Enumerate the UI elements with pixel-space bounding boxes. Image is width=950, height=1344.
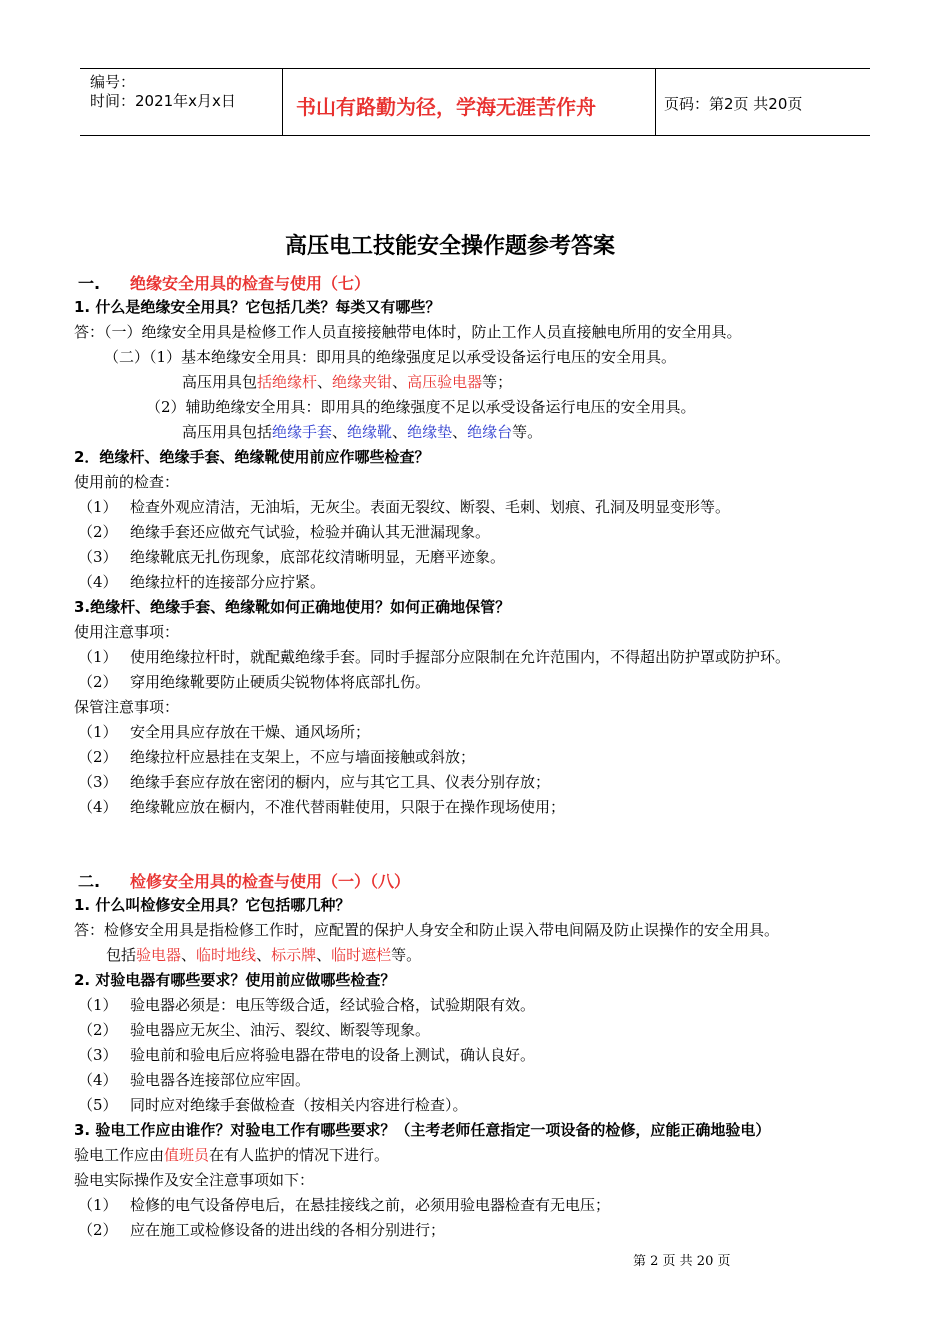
s2-who-prefix: 验电工作应由: [74, 1146, 165, 1164]
separator: 、: [452, 423, 468, 441]
list-number: （4）: [78, 1071, 118, 1089]
s2-a2-suffix: 等。: [391, 946, 422, 964]
s2-who-suffix: 在有人监护的情况下进行。: [209, 1146, 390, 1164]
s1-answer-5: [182, 421, 542, 442]
separator: 、: [316, 946, 332, 964]
section1-heading: [130, 271, 370, 294]
separator: 、: [392, 423, 408, 441]
s2-question-3: 3. 验电工作应由谁作？对验电工作有哪些要求？（主考老师任意指定一项设备的检修，应能正确地验电）: [74, 1121, 771, 1139]
list-item: 检查外观应清洁，无油垢，无灰尘。表面无裂纹、断裂、毛刺、划痕、孔洞及明显变形等。: [130, 498, 731, 516]
s1-answer-3: [182, 371, 512, 392]
tool-insulating-gloves: 绝缘手套: [272, 423, 333, 441]
s1-a5-prefix: 高压用具包括: [182, 423, 273, 441]
tool-insulating-boots: 绝缘靴: [347, 423, 393, 441]
header-divider-left: [282, 68, 283, 136]
separator: 、: [181, 946, 197, 964]
section1-number: 一.: [78, 274, 101, 293]
s2-who-line: [74, 1144, 389, 1165]
separator: 、: [317, 373, 333, 391]
s1-a3-prefix: 高压用具包: [182, 373, 258, 391]
list-item: 安全用具应存放在干燥、通风场所；: [130, 723, 371, 741]
list-item: 绝缘靴应放在橱内，不准代替雨鞋使用，只限于在操作现场使用；: [130, 798, 566, 816]
list-item: 绝缘手套应存放在密闭的橱内，应与其它工具、仪表分别存放；: [130, 773, 551, 791]
list-item: 同时应对绝缘手套做检查（按相关内容进行检查）。: [130, 1096, 468, 1114]
s1-question-2: 2．绝缘杆、绝缘手套、绝缘靴使用前应作哪些检查？: [74, 448, 430, 466]
list-number: （1）: [78, 648, 118, 666]
s1-a3-suffix: 等；: [482, 373, 513, 391]
tool-hv-tester: 高压验电器: [407, 373, 483, 391]
section2-title: 检修安全用具的检查与使用（一）: [130, 872, 371, 891]
list-number: （1）: [78, 498, 118, 516]
list-item: 使用绝缘拉杆时，就配戴绝缘手套。同时手握部分应限制在允许范围内，不得超出防护罩或防护环。: [130, 648, 791, 666]
list-number: （2）: [78, 1221, 118, 1239]
s1-answer-1: 答：（一）绝缘安全用具是检修工作人员直接接触带电体时，防止工作人员直接触电所用的安全用具。: [74, 323, 742, 341]
list-item: 验电器各连接部位应牢固。: [130, 1071, 311, 1089]
s2-answer-2: [106, 944, 421, 965]
header-top-rule: [80, 68, 870, 69]
list-item: 应在施工或检修设备的进出线的各相分别进行；: [130, 1221, 446, 1239]
list-number: （2）: [78, 748, 118, 766]
list-item: 绝缘拉杆应悬挂在支架上，不应与墙面接触或斜放；: [130, 748, 476, 766]
list-number: （2）: [78, 523, 118, 541]
header-motto: 书山有路勤为径，学海无涯苦作舟: [296, 95, 596, 119]
separator: 、: [256, 946, 272, 964]
section2-number: 二.: [78, 872, 101, 891]
list-item: 穿用绝缘靴要防止硬质尖锐物体将底部扎伤。: [130, 673, 431, 691]
section2-tag: （八）: [370, 872, 411, 891]
list-number: （1）: [78, 723, 118, 741]
header-code-label: 编号：: [90, 73, 136, 91]
page-footer: 第 2 页 共 20 页: [633, 1254, 731, 1269]
section1-title: 绝缘安全用具的检查与使用: [130, 274, 323, 293]
tool-insulating-stand: 绝缘台: [467, 423, 513, 441]
list-item: 绝缘拉杆的连接部分应拧紧。: [130, 573, 326, 591]
s1-answer-2: （二）（1）基本绝缘安全用具：即用具的绝缘强度足以承受设备运行电压的安全用具。: [104, 348, 677, 366]
separator: 、: [332, 423, 348, 441]
list-number: （3）: [78, 773, 118, 791]
separator: 、: [392, 373, 408, 391]
role-duty-operator: 值班员: [164, 1146, 210, 1164]
tool-temp-ground: 临时地线: [196, 946, 257, 964]
tool-voltage-tester: 验电器: [136, 946, 182, 964]
list-item: 验电器必须是：电压等级合适，经试验合格，试验期限有效。: [130, 996, 536, 1014]
s1-a5-suffix: 等。: [512, 423, 543, 441]
list-number: （1）: [78, 1196, 118, 1214]
s1-question-3: 3.绝缘杆、绝缘手套、绝缘靴如何正确地使用？如何正确地保管？: [74, 598, 511, 616]
section2-heading: [130, 869, 410, 892]
list-number: （2）: [78, 1021, 118, 1039]
list-item: 验电前和验电后应将验电器在带电的设备上测试，确认良好。: [130, 1046, 536, 1064]
list-item: 验电器应无灰尘、油污、裂纹、断裂等现象。: [130, 1021, 431, 1039]
header-page-info: 页码：第2页 共20页: [664, 95, 803, 113]
section1-tag: （七）: [322, 274, 371, 293]
list-number: （3）: [78, 548, 118, 566]
tool-insulating-clamp: 绝缘夹钳: [332, 373, 393, 391]
s1-pre-check-label: 使用前的检查：: [74, 473, 180, 491]
s1-question-1: 1. 什么是绝缘安全用具？它包括几类？每类又有哪些？: [74, 298, 441, 316]
list-number: （5）: [78, 1096, 118, 1114]
list-number: （2）: [78, 673, 118, 691]
tool-insulating-rod: 括绝缘杆: [257, 373, 318, 391]
list-item: 绝缘手套还应做充气试验，检验并确认其无泄漏现象。: [130, 523, 491, 541]
s1-use-label: 使用注意事项：: [74, 623, 180, 641]
page-title: 高压电工技能安全操作题参考答案: [285, 234, 616, 259]
s1-store-label: 保管注意事项：: [74, 698, 180, 716]
list-item: 绝缘靴底无扎伤现象，底部花纹清晰明显，无磨平迹象。: [130, 548, 506, 566]
s2-answer-1: 答：检修安全用具是指检修工作时，应配置的保护人身安全和防止误入带电间隔及防止误操作的安全用具。: [74, 921, 780, 939]
s2-ops-label: 验电实际操作及安全注意事项如下：: [74, 1171, 315, 1189]
list-number: （4）: [78, 573, 118, 591]
s2-question-2: 2. 对验电器有哪些要求？使用前应做哪些检查？: [74, 971, 396, 989]
header-bottom-rule: [80, 135, 870, 136]
s2-question-1: 1. 什么叫检修安全用具？它包括哪几种？: [74, 896, 351, 914]
list-number: （1）: [78, 996, 118, 1014]
list-number: （3）: [78, 1046, 118, 1064]
list-item: 检修的电气设备停电后，在悬挂接线之前，必须用验电器检查有无电压；: [130, 1196, 611, 1214]
tool-insulating-mat: 绝缘垫: [407, 423, 453, 441]
s2-a2-prefix: 包括: [106, 946, 137, 964]
header-divider-right: [655, 68, 656, 136]
header-date: 时间：2021年x月x日: [90, 92, 236, 110]
list-number: （4）: [78, 798, 118, 816]
tool-sign-board: 标示牌: [271, 946, 317, 964]
s1-answer-4: （2）辅助绝缘安全用具：即用具的绝缘强度不足以承受设备运行电压的安全用具。: [146, 398, 696, 416]
tool-temp-barrier: 临时遮栏: [331, 946, 392, 964]
